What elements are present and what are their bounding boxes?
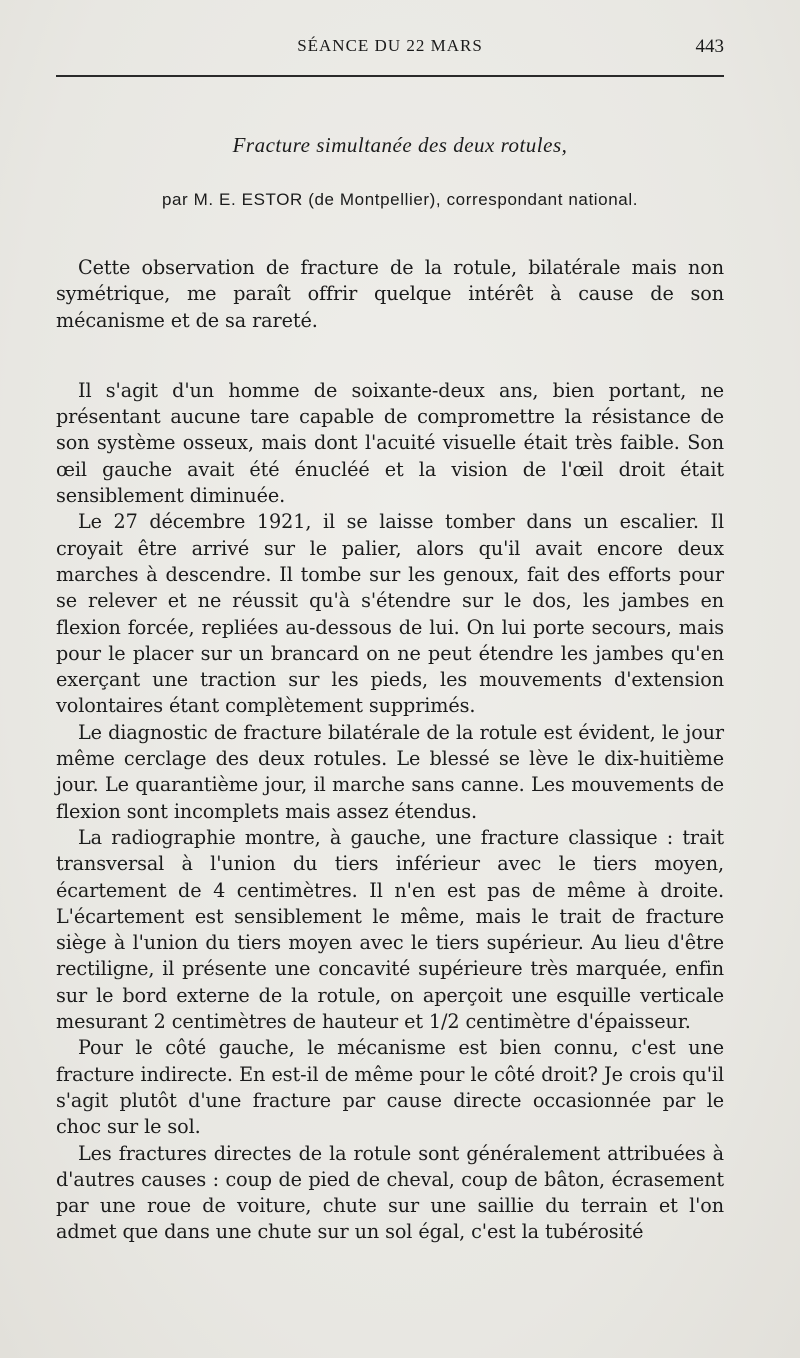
paragraph-4: Le diagnostic de fracture bilatérale de la rotule est évident, le jour même cerclage des deux rotules. Le blessé se lève le dix-huitième jour. Le quarantième jour, il marche sans canne. Les mouvements de flexion sont incomplets mais assez étendus.	[56, 720, 724, 823]
paragraph-6: Pour le côté gauche, le mécanisme est bien connu, c'est une fracture indirecte. En est-il de même pour le côté droit? Je crois qu'il s'agit plutôt d'une fracture par cause directe occasionnée par le choc sur le sol.	[56, 1036, 724, 1139]
article-body	[56, 255, 724, 1246]
article-byline: par M. E. ESTOR (de Montpellier), correspondant national.	[161, 190, 639, 209]
header-rule	[56, 75, 724, 77]
paragraph-2: Il s'agit d'un homme de soixante-deux ans, bien portant, ne présentant aucune tare capable de compromettre la résistance de son système osseux, mais dont l'acuité visuelle était très faible. Son œil gauche avait été énucléé et la vision de l'œil droit était sensiblement diminuée.	[56, 378, 724, 508]
running-header	[56, 36, 724, 60]
paragraph-1: Cette observation de fracture de la rotule, bilatérale mais non symétrique, me paraît offrir quelque intérêt à cause de son mécanisme et de sa rareté.	[56, 256, 724, 332]
article-title: Fracture simultanée des deux rotules,	[232, 133, 568, 157]
paragraph-3: Le 27 décembre 1921, il se laisse tomber dans un escalier. Il croyait être arrivé sur le palier, alors qu'il avait encore deux marches à descendre. Il tombe sur les genoux, fait des efforts pour se relever et ne réussit qu'à s'étendre sur le dos, les jambes en flexion forcée, repliées au-dessous de lui. On lui porte secours, mais pour le placer sur un brancard on ne peut étendre les jambes qu'en exerçant une traction sur les pieds, les mouvements d'extension volontaires étant complètement supprimés.	[56, 510, 724, 718]
page-number: 443	[695, 36, 724, 57]
running-title: SÉANCE DU 22 MARS	[297, 36, 483, 55]
paragraph-7: Les fractures directes de la rotule sont généralement attribuées à d'autres causes : coup de pied de cheval, coup de bâton, écrasement par une roue de voiture, chute sur une saillie du terrain et l'on admet que dans une chute sur un sol égal, c'est la tubérosité	[56, 1141, 724, 1244]
paragraph-5: La radiographie montre, à gauche, une fracture classique : trait transversal à l'union du tiers inférieur avec le tiers moyen, écartement de 4 centimètres. Il n'en est pas de même à droite. L'écartement est sensiblement le même, mais le trait de fracture siège à l'union du tiers moyen avec le tiers supérieur. Au lieu d'être rectiligne, il présente une concavité supérieure très marquée, enfin sur le bord externe de la rotule, on aperçoit une esquille verticale mesurant 2 centimètres de hauteur et 1/2 centimètre d'épaisseur.	[56, 825, 724, 1034]
